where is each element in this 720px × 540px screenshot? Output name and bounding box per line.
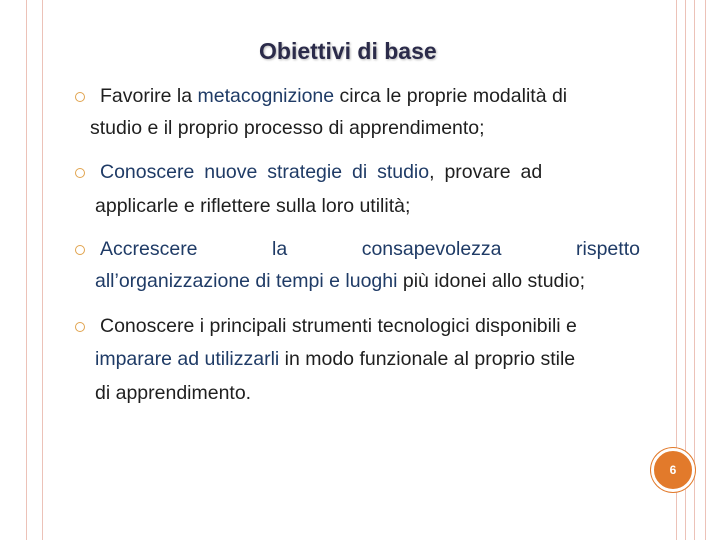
bullet-1-line-1 [100,85,567,108]
bullet-3-word-1: Accrescere [100,238,198,260]
bullet-marker-2 [75,168,85,178]
left-decorative-frame [26,0,43,540]
bullet-1-text-a: Favorire la [100,85,198,107]
bullet-4-line-1: Conoscere i principali strumenti tecnologici disponibili e [100,315,577,337]
bullet-4-line-3: di apprendimento. [95,382,252,404]
bullet-2-line-1 [100,161,542,184]
bullet-2-line-2: applicarle e riflettere sulla loro utilità; [95,195,411,217]
bullet-3-text-b: più idonei allo studio; [397,270,585,292]
bullet-marker-1 [75,92,85,102]
bullet-3-word-2: la [272,238,288,260]
bullet-marker-3 [75,245,85,255]
bullet-3-word-4: rispetto [576,238,640,260]
slide-title: Obiettivi di base [259,38,437,64]
bullet-2-keyword: Conoscere nuove strategie di studio [100,161,430,183]
page-number: 6 [669,463,677,477]
bullet-3-line-1 [100,238,640,261]
bullet-3-word-3: consapevolezza [361,238,502,260]
bullet-3-keyword: all’organizzazione di tempi e luoghi [95,270,398,292]
bullet-4-line-2 [95,348,575,371]
bullet-4-keyword: imparare ad utilizzarli [95,348,280,370]
bullet-3-line-2 [95,270,585,293]
bullet-4-text-b: in modo funzionale al proprio stile [279,348,576,370]
bullet-1-line-2: studio e il proprio processo di apprendimento; [90,117,485,139]
bullet-1-keyword: metacognizione [197,85,335,107]
bullet-2-text-b: , provare ad [429,161,543,183]
bullet-1-text-c: circa le proprie modalità di [334,85,568,107]
bullet-marker-4 [75,322,85,332]
page-number-badge [651,448,695,492]
